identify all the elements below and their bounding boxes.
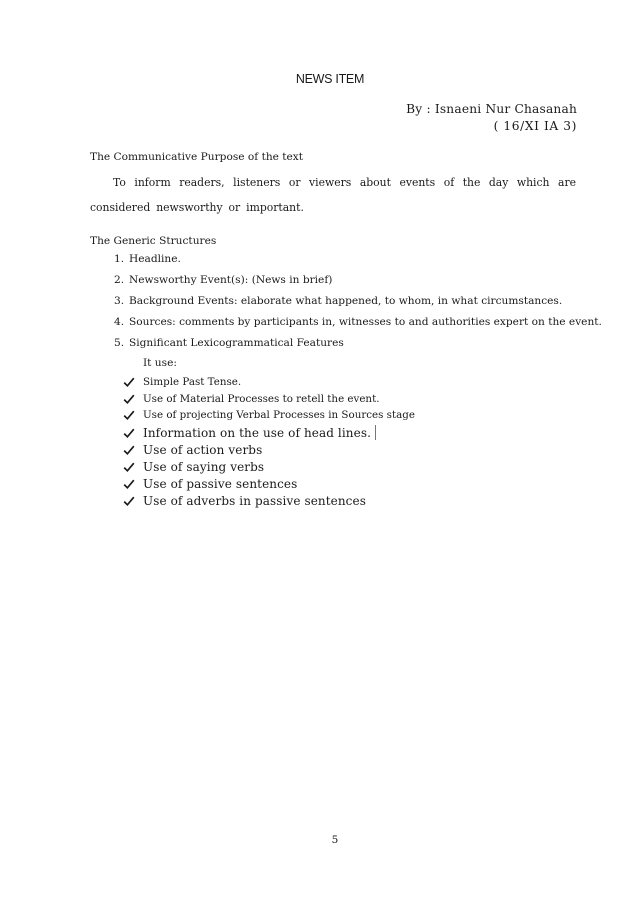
list-item-text: Newsworthy Event(s): (News in brief) [129, 274, 333, 286]
list-item-text: Sources: comments by participants in, witnesses to and authorities expert on the event. [129, 316, 602, 328]
checkmark-icon [123, 427, 135, 439]
list-item-number: 2. [114, 274, 125, 286]
list-item-number: 3. [114, 295, 125, 307]
feature-item [123, 376, 241, 388]
list-item-number: 4. [114, 316, 125, 328]
feature-text: Use of action verbs [143, 443, 263, 457]
feature-item [123, 409, 415, 421]
checkmark-icon [123, 461, 135, 473]
author-line: By : Isnaeni Nur Chasanah [406, 102, 577, 116]
feature-item [123, 494, 366, 508]
structures-heading: The Generic Structures [90, 235, 217, 247]
checkmark-icon [123, 393, 135, 405]
it-use-label: It use: [143, 357, 177, 369]
page-number: 5 [331, 834, 339, 846]
feature-item [123, 393, 379, 405]
checkmark-icon [123, 376, 135, 388]
list-item-text: Headline. [129, 253, 181, 265]
purpose-heading: The Communicative Purpose of the text [90, 151, 304, 163]
purpose-body: To inform readers, listeners or viewers about events of the day which are considered newsworthy or important. [90, 176, 576, 214]
checkmark-icon [123, 495, 135, 507]
checkmark-icon [123, 478, 135, 490]
feature-text: Use of passive sentences [143, 477, 298, 491]
class-line: ( 16/XI IA 3) [493, 119, 577, 133]
checkmark-icon [123, 444, 135, 456]
checkmark-icon [123, 409, 135, 421]
feature-text: Information on the use of head lines. [143, 425, 372, 440]
feature-text: Use of adverbs in passive sentences [143, 494, 366, 508]
feature-item [123, 443, 262, 457]
feature-text: Use of Material Processes to retell the event. [143, 393, 380, 405]
feature-item [123, 425, 376, 440]
feature-item [123, 460, 264, 474]
list-item-text: Background Events: elaborate what happened, to whom, in what circumstances. [129, 295, 563, 307]
list-item-number: 5. [114, 337, 125, 349]
feature-text: Simple Past Tense. [143, 376, 242, 388]
document-title: NEWS ITEM [295, 72, 365, 86]
feature-text: Use of projecting Verbal Processes in Sources stage [143, 409, 415, 421]
feature-text: Use of saying verbs [143, 460, 265, 474]
list-item-text: Significant Lexicogrammatical Features [129, 337, 344, 349]
feature-item [123, 477, 297, 491]
text-cursor-mark [375, 425, 376, 440]
list-item-number: 1. [114, 253, 125, 265]
